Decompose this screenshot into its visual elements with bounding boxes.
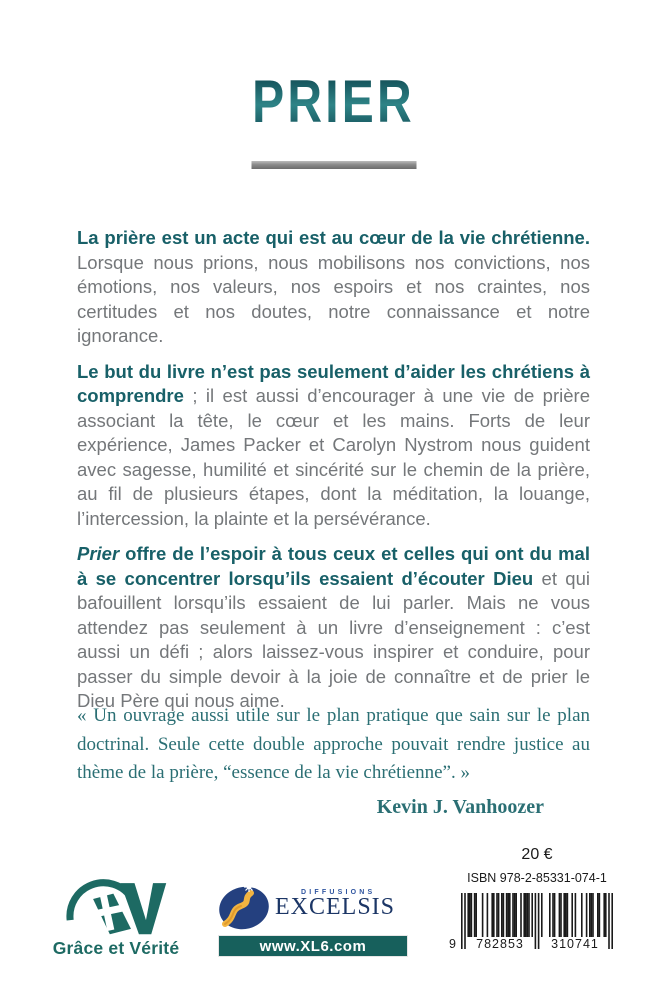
ean-barcode	[449, 893, 615, 955]
barcode-digit-group-1: 9	[449, 937, 456, 951]
paragraph-1	[77, 226, 590, 349]
paragraph-2-body: ; il est aussi d’encourager à une vie de prière associant la tête, le cœur et les mains. Forts de leur expérience, James Packer et Carolyn Nystrom nous guident avec sagesse, humilité et sincérité sur le chemin de la prière, au fil de plusieurs étapes, dont la méditation, la louange, l’intercession, la plainte et la persévérance.	[77, 385, 590, 529]
endorsement-quote: « Un ouvrage aussi utile sur le plan pratique que sain sur le plan doctrinal. Seule cette double approche pouvait rendre justice au thème de la prière, “essence de la vie chrétienne”. »	[77, 705, 590, 783]
grace-et-verite-name: Grâce et Vérité	[52, 938, 180, 958]
endorsement-author: Kevin J. Vanhoozer	[376, 796, 544, 818]
barcode-digit-group-2: 782853	[476, 937, 524, 951]
barcode-digit-group-3: 310741	[551, 937, 599, 951]
paragraph-2	[77, 360, 590, 532]
paragraph-2-lead: Le but du livre n’est pas seulement d’aider les chrétiens à comprendre	[77, 360, 590, 406]
paragraph-3	[77, 542, 590, 714]
paragraph-3-book-name: Prier	[77, 543, 120, 564]
purchase-info	[449, 846, 622, 955]
paragraph-3-lead: offre de l’espoir à tous ceux et celles qui ont du mal à se concentrer lorsqu’ils essaient d’écouter Dieu	[77, 543, 590, 589]
back-cover-text	[77, 226, 590, 725]
paragraph-3-body: et qui bafouillent lorsqu’ils essaient de lui parler. Mais ne vous attendez pas seulement à un livre d’enseignement : c’est aussi un défi ; alors laissez-vous inspirer et conduire, pour passer du simple devoir à la joie de connaître et de prier le Dieu Père qui nous aime.	[77, 567, 590, 711]
excelsis-wordmark	[275, 883, 395, 918]
title-divider-rule	[251, 161, 416, 169]
publisher-grace-et-verite	[46, 876, 186, 959]
excelsis-logo-row	[218, 883, 408, 930]
book-title: PRIER	[67, 72, 601, 132]
publisher-excelsis	[218, 883, 408, 957]
grace-et-verite-logo-icon	[64, 876, 168, 936]
isbn-label: ISBN 978-2-85331-074-1	[467, 871, 607, 885]
price: 20 €	[521, 846, 553, 863]
paragraph-1-body: Lorsque nous prions, nous mobilisons nos convictions, nos émotions, nos valeurs, nos espoirs et nos craintes, nos certitudes et nos doutes, notre connaissance et notre ignorance.	[77, 251, 590, 346]
excelsis-website-banner: www.XL6.com	[218, 935, 408, 957]
excelsis-globe-icon	[218, 883, 270, 930]
paragraph-1-lead: La prière est un acte qui est au cœur de la vie chrétienne.	[77, 227, 590, 248]
excelsis-diffusions-label: DIFFUSIONS	[301, 889, 376, 896]
excelsis-name: EXCELSIS	[275, 894, 396, 920]
